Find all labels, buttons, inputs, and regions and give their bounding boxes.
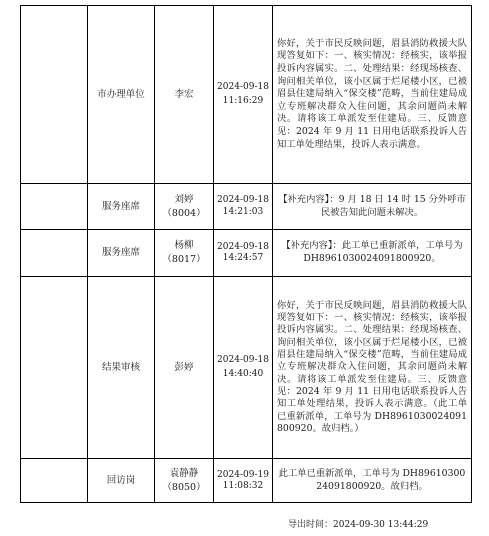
time-cell	[214, 230, 273, 277]
export-time-label: 导出时间：	[288, 520, 334, 530]
handler-code: （8004）	[162, 207, 206, 219]
blank-cell	[21, 277, 88, 459]
handler-cell	[155, 184, 214, 230]
content-cell	[273, 184, 472, 230]
dept-cell	[88, 459, 155, 503]
handler-cell	[155, 6, 214, 184]
time-clock: 11:16:29	[222, 95, 264, 106]
dept-cell	[88, 184, 155, 230]
time-cell	[214, 6, 273, 184]
time-clock: 14:24:57	[222, 253, 264, 263]
handler-cell	[155, 459, 214, 503]
time-value	[214, 470, 272, 492]
handler-name	[155, 193, 213, 221]
table-row	[21, 277, 472, 459]
handler-code: （8050）	[162, 481, 206, 493]
handler-code: （8017）	[162, 254, 206, 265]
content-text: 你好，关于市民反映问题，眉县消防救援大队现答复如下：一、核实情况：经核实，该举报投诉内容属实。二、处理结果：经现场核查、询问相关单位，该小区属于烂尾楼小区，已被眉县住建局纳入“保交楼”范畴，当前住建局成立专班解决群众入住问题，其余问题尚未解决。请将该工单派发至住建局。三、反馈意见：2024 年 9 月 11 日用电话联系投诉人告知工单处理结果，投诉人表示满意。	[277, 37, 467, 150]
time-cell	[214, 277, 273, 459]
time-value	[214, 195, 272, 218]
dept-label: 服务座席	[101, 247, 140, 258]
blank-cell	[21, 459, 88, 503]
export-time-value: 2024-09-30 13:44:29	[333, 520, 429, 530]
content-text: 【补充内容】：9 月 18 日 14 时 15 分外呼市民被告知此问题未解决。	[278, 193, 466, 218]
content-text: 你好，关于市民反映问题，眉县消防救援大队现答复如下：一、核实情况：经核实，该举报投诉内容属实。二、处理结果：经现场核查、询问相关单位，该小区属于烂尾楼小区，已被眉县住建局纳入“保交楼”范畴，当前住建局成立专班解决群众入住问题，其余问题尚未解决。请将该工单派发至住建局。三、反馈意见：2024 年 9 月 11 日用电话联系投诉人告知工单处理结果，投诉人表示满意。（此工单已重新派单，工单号为 DH8961030024091800920。故归档。）	[277, 299, 467, 434]
time-clock: 14:40:40	[222, 368, 264, 379]
time-date: 2024-09-18	[217, 82, 269, 92]
table-row	[21, 459, 472, 503]
time-date: 2024-09-19	[217, 469, 269, 480]
time-date: 2024-09-18	[217, 355, 269, 365]
time-cell	[214, 184, 273, 230]
handler-cell	[155, 277, 214, 459]
content-text: 此工单已重新派单，工单号为 DH8961030024091800920。故归档。	[278, 467, 466, 492]
dept-label: 回访岗	[106, 474, 136, 486]
time-date: 2024-09-18	[217, 241, 269, 252]
handler-name: 李宏	[174, 88, 194, 100]
table-row	[21, 6, 472, 184]
content-cell	[273, 230, 472, 277]
time-value	[214, 242, 272, 265]
content-cell	[273, 6, 472, 184]
time-clock: 14:21:03	[222, 206, 264, 217]
dept-cell	[88, 6, 155, 184]
table-row	[21, 184, 472, 230]
time-date: 2024-09-18	[217, 195, 269, 205]
blank-cell	[21, 230, 88, 277]
work-order-log-table	[20, 5, 472, 503]
content-cell	[273, 277, 472, 459]
dept-label: 结果审核	[101, 361, 140, 373]
dept-label: 服务座席	[101, 200, 140, 212]
time-cell	[214, 459, 273, 503]
content-text: 【补充内容】：此工单已重新派单，工单号为 DH8961030024091800920。	[281, 240, 463, 264]
handler-cell	[155, 230, 214, 277]
dept-cell	[88, 277, 155, 459]
time-value	[214, 81, 272, 108]
handler-name-text: 袁静静	[169, 467, 199, 479]
time-clock: 11:08:32	[222, 480, 264, 491]
handler-name	[155, 239, 213, 267]
handler-name: 彭婷	[174, 361, 194, 373]
content-cell	[273, 459, 472, 503]
handler-name-text: 杨柳	[174, 240, 194, 251]
blank-cell	[21, 184, 88, 230]
export-time-line	[288, 519, 428, 531]
handler-name-text: 刘婷	[174, 193, 194, 205]
handler-name	[155, 467, 213, 495]
time-value	[214, 354, 272, 381]
blank-cell	[21, 6, 88, 184]
dept-label: 市办理单位	[97, 88, 145, 100]
table-row	[21, 230, 472, 277]
dept-cell	[88, 230, 155, 277]
